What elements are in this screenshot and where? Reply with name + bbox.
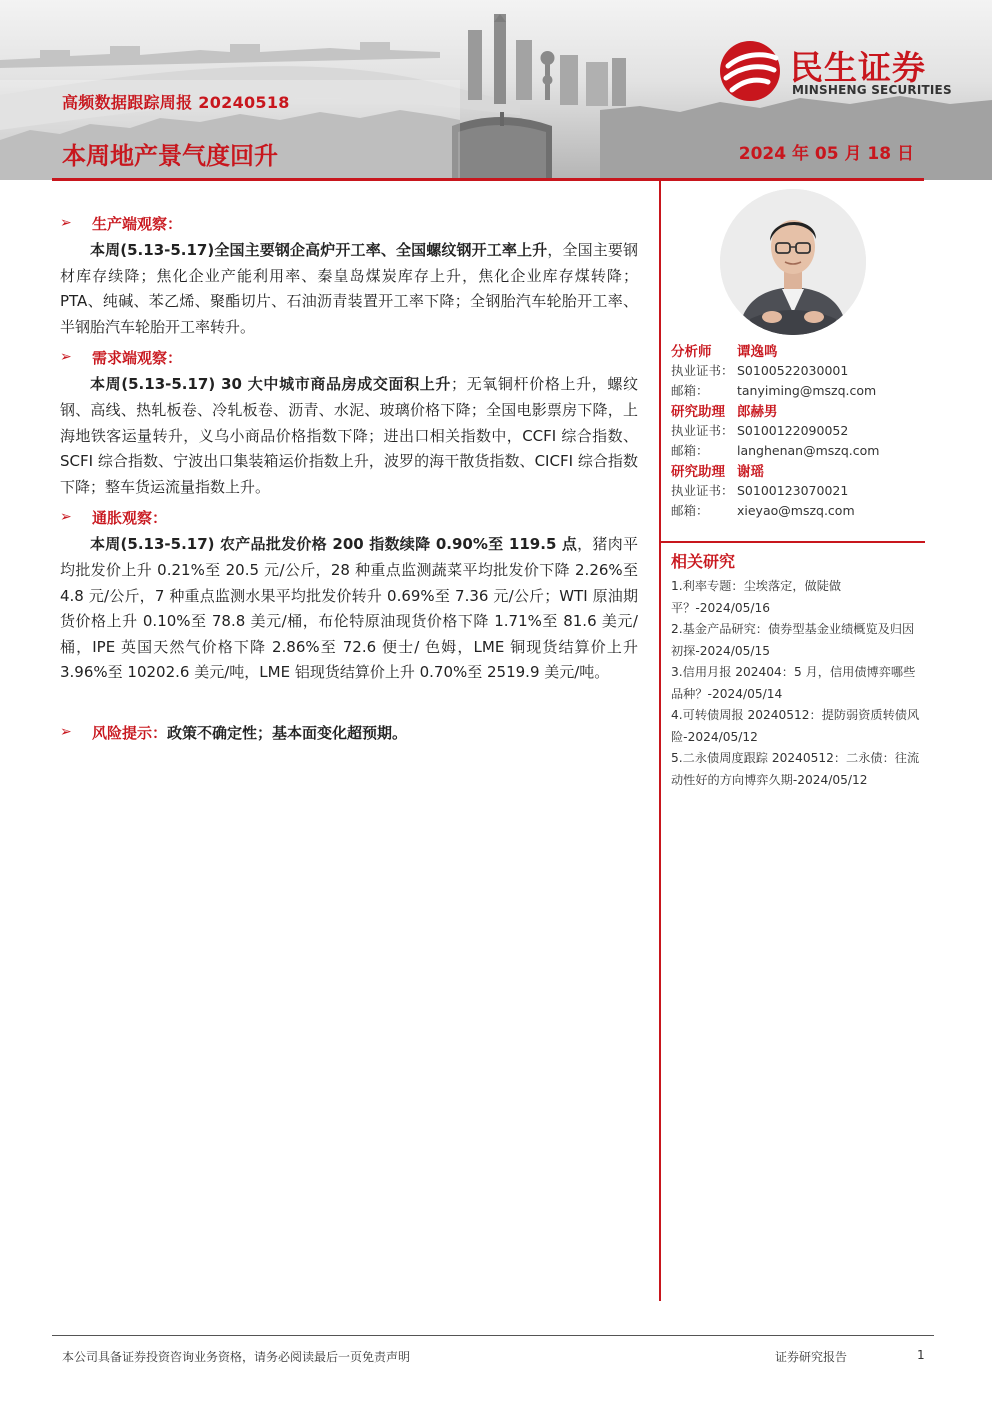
footer-divider	[52, 1335, 934, 1336]
risk-title: 风险提示：	[92, 723, 168, 742]
risk-warning	[60, 722, 638, 743]
risk-text: 政策不确定性；基本面变化超预期。	[167, 723, 408, 742]
email-label: 邮箱：	[671, 443, 709, 458]
related-research-item[interactable]: 2.基金产品研究：债券型基金业绩概览及归因初探-2024/05/15	[671, 622, 915, 658]
related-research-title: 相关研究	[671, 552, 736, 571]
analyst-name-row	[671, 460, 921, 480]
cert-label: 执业证书：	[671, 483, 734, 498]
report-date: 2024 年 05 月 18 日	[738, 144, 914, 164]
section-title: 通胀观察：	[92, 508, 168, 527]
arrow-bullet-icon: ➢	[60, 215, 72, 231]
related-research-item[interactable]: 4.可转债周报 20240512：提防弱资质转债风险-2024/05/12	[671, 708, 920, 744]
related-research-item[interactable]: 3.信用月报 202404：5 月，信用债博弈哪些品种？-2024/05/14	[671, 665, 916, 701]
cert-label: 执业证书：	[671, 363, 734, 378]
analyst-cert-row	[671, 420, 921, 440]
section-title: 需求端观察：	[92, 348, 183, 367]
analyst-name: 郎赫男	[737, 404, 778, 420]
analyst-cert-row	[671, 360, 921, 380]
logo-chinese-text: 民生证券	[790, 48, 926, 87]
paragraph-bold-lead: 本周(5.13-5.17) 30 大中城市商品房成交面积上升	[90, 375, 452, 394]
analyst-cert-row	[671, 480, 921, 500]
section-title: 生产端观察：	[92, 214, 183, 233]
paragraph-bold-lead: 本周(5.13-5.17) 农产品批发价格 200 指数续降 0.90%至 119.5 点	[90, 535, 578, 554]
email-address[interactable]: tanyiming@mszq.com	[737, 382, 877, 398]
paragraph-body: ，猪肉平均批发价上升 0.21%至 20.5 元/公斤，28 种重点监测蔬菜平均批发价下降 2.26%至 4.8 元/公斤，7 种重点监测水果平均批发价转升 0.69%至 7.36 元/公斤；WTI 原油期货价格上升 0.10%至 78.8 美元/桶，布伦特原油现货价格下降 1.71%至 81.6 美元/桶，IPE 英国天然气价格下降 2.86%至 72.6 便士/ 色姆，LME 铜现货结算价上升 3.96%至 10202.6 美元/吨，LME 铝现货结算价上升 0.70%至 2519.9 美元/吨。	[60, 535, 638, 682]
logo-english-text: MINSHENG SECURITIES	[792, 83, 952, 97]
header-divider	[52, 178, 924, 181]
related-research-divider	[661, 541, 925, 543]
analyst-name: 谢瑶	[737, 464, 764, 480]
section-paragraph-inflation	[60, 532, 638, 686]
paragraph-body: ；无氧铜杆价格上升，螺纹钢、高线、热轧板卷、冷轧板卷、沥青、水泥、玻璃价格下降；全国电影票房下降，上海地铁客运量转升，义乌小商品价格指数下降；进出口相关指数中，CCFI 综合指数、SCFI 综合指数、宁波出口集装箱运价指数上升，波罗的海干散货指数、CICFI 综合指数下降；整车货运流量指数上升。	[60, 375, 638, 496]
report-title: 本周地产景气度回升	[62, 142, 278, 170]
section-paragraph-demand	[60, 372, 638, 500]
paragraph-body: ，全国主要钢材库存续降；焦化企业产能利用率、秦皇岛煤炭库存上升，焦化企业库存煤转降；PTA、纯碱、苯乙烯、聚酯切片、石油沥青装置开工率下降；全钢胎汽车轮胎开工率、半钢胎汽车轮胎开工率转升。	[60, 241, 638, 336]
arrow-bullet-icon: ➢	[60, 349, 72, 366]
footer-disclaimer: 本公司具备证券投资咨询业务资格，请务必阅读最后一页免责声明	[62, 1350, 411, 1364]
related-research-list	[671, 576, 921, 791]
section-heading-production	[60, 208, 638, 238]
footer-report-type: 证券研究报告	[775, 1350, 848, 1364]
arrow-bullet-icon: ➢	[60, 509, 72, 526]
header-banner	[0, 0, 992, 180]
analyst-role: 分析师	[671, 344, 712, 360]
email-address[interactable]: langhenan@mszq.com	[737, 442, 880, 458]
analyst-email-row	[671, 380, 921, 400]
analyst-role: 研究助理	[671, 464, 725, 480]
main-content	[60, 206, 638, 743]
section-heading-inflation	[60, 502, 638, 532]
cert-number: S0100123070021	[737, 482, 849, 498]
analyst-name-row	[671, 400, 921, 420]
analyst-email-row	[671, 440, 921, 460]
arrow-bullet-icon: ➢	[60, 724, 72, 741]
cert-label: 执业证书：	[671, 423, 734, 438]
email-label: 邮箱：	[671, 383, 709, 398]
cert-number: S0100522030001	[737, 362, 849, 378]
analyst-photo	[720, 189, 866, 335]
analyst-role: 研究助理	[671, 404, 725, 420]
series-title: 高频数据跟踪周报 20240518	[62, 93, 290, 112]
footer-page-number: 1	[917, 1348, 925, 1362]
minsheng-logo	[718, 40, 968, 102]
related-research-item[interactable]: 5.二永债周度跟踪 20240512：二永债：往流动性好的方向博弈久期-2024/05/12	[671, 751, 920, 787]
email-label: 邮箱：	[671, 503, 709, 518]
cert-number: S0100122090052	[737, 422, 849, 438]
analyst-name: 谭逸鸣	[737, 344, 778, 360]
column-divider	[659, 181, 661, 1301]
analyst-name-row	[671, 340, 921, 360]
section-heading-demand	[60, 342, 638, 372]
section-paragraph-production	[60, 238, 638, 340]
email-address[interactable]: xieyao@mszq.com	[737, 502, 855, 518]
analyst-info	[671, 340, 921, 520]
paragraph-bold-lead: 本周(5.13-5.17)全国主要钢企高炉开工率、全国螺纹钢开工率上升	[90, 241, 548, 259]
minsheng-logo-icon	[718, 40, 782, 102]
related-research-item[interactable]: 1.利率专题：尘埃落定，做陡做平？-2024/05/16	[671, 579, 842, 615]
analyst-email-row	[671, 500, 921, 520]
